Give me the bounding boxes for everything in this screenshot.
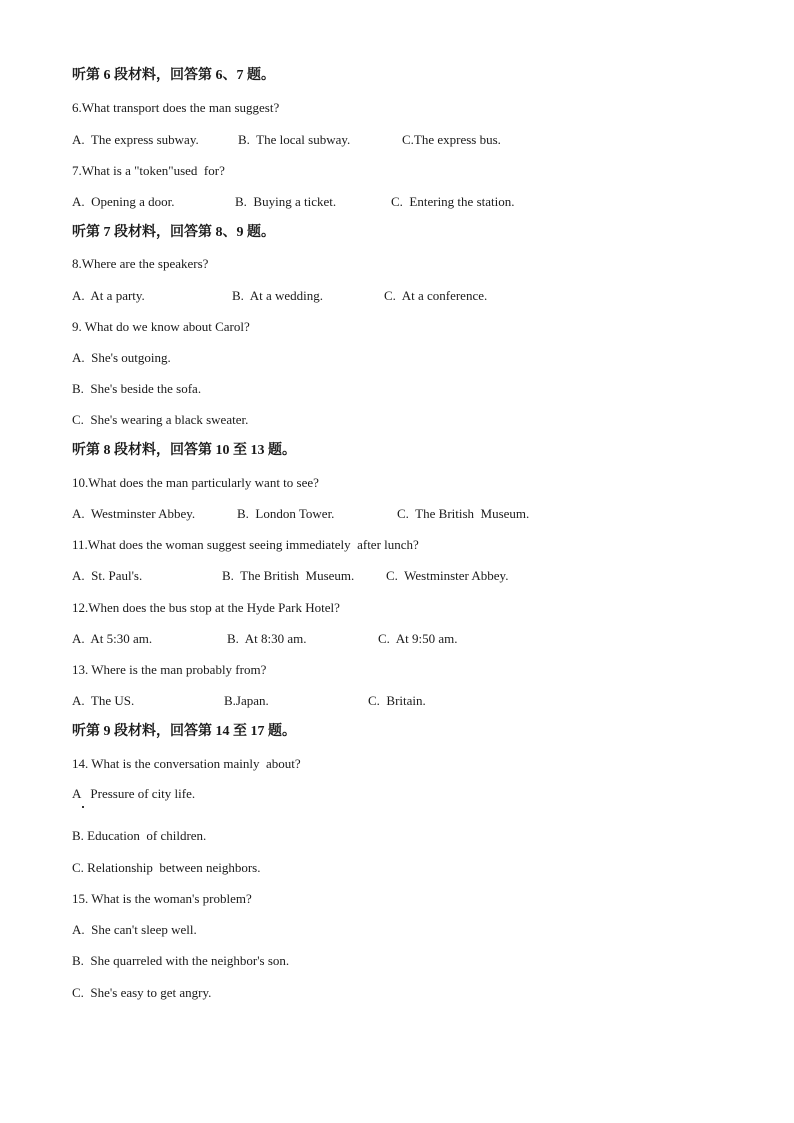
option-8c: C. At a conference. (384, 288, 488, 303)
option-6b: B. The local subway. (238, 132, 351, 147)
option-11a: A. St. Paul's. (72, 568, 143, 583)
option-15a: A. She can't sleep well. (72, 922, 197, 937)
question-8: 8.Where are the speakers? (72, 256, 209, 271)
option-14b: B. Education of children. (72, 828, 207, 843)
option-13c: C. Britain. (368, 693, 426, 708)
option-8b: B. At a wedding. (232, 288, 323, 303)
question-9: 9. What do we know about Carol? (72, 319, 250, 334)
option-9b: B. She's beside the sofa. (72, 381, 202, 396)
section-heading-8: 听第 8 段材料，回答第 10 至 13 题。 (72, 443, 296, 458)
question-13: 13. Where is the man probably from? (72, 662, 267, 677)
option-12a: A. At 5:30 am. (72, 631, 153, 646)
option-15c: C. She's easy to get angry. (72, 985, 212, 1000)
question-11: 11.What does the woman suggest seeing immediately after lunch? (72, 537, 419, 552)
option-8a: A. At a party. (72, 288, 145, 303)
option-12c: C. At 9:50 am. (378, 631, 458, 646)
option-10b: B. London Tower. (237, 506, 335, 521)
option-15b: B. She quarreled with the neighbor's son. (72, 953, 290, 968)
question-15: 15. What is the woman's problem? (72, 891, 252, 906)
option-10a: A. Westminster Abbey. (72, 506, 196, 521)
option-7a: A. Opening a door. (72, 194, 175, 209)
question-10: 10.What does the man particularly want to see? (72, 475, 319, 490)
option-11b: B. The British Museum. (222, 568, 355, 583)
question-6: 6.What transport does the man suggest? (72, 100, 280, 115)
option-9c: C. She's wearing a black sweater. (72, 412, 249, 427)
option-10c: C. The British Museum. (397, 506, 530, 521)
option-7b: B. Buying a ticket. (235, 194, 337, 209)
option-6a: A. The express subway. (72, 132, 199, 147)
question-12: 12.When does the bus stop at the Hyde Park Hotel? (72, 600, 340, 615)
section-heading-6: 听第 6 段材料，回答第 6、7 题。 (72, 68, 275, 83)
option-14c: C. Relationship between neighbors. (72, 860, 261, 875)
option-11c: C. Westminster Abbey. (386, 568, 509, 583)
section-heading-9: 听第 9 段材料，回答第 14 至 17 题。 (72, 724, 296, 739)
option-7c: C. Entering the station. (391, 194, 515, 209)
option-12b: B. At 8:30 am. (227, 631, 307, 646)
stray-mark (82, 806, 84, 808)
question-7: 7.What is a "token"used for? (72, 163, 225, 178)
question-14: 14. What is the conversation mainly about? (72, 756, 301, 771)
option-6c: C.The express bus. (402, 132, 501, 147)
section-heading-7: 听第 7 段材料，回答第 8、9 题。 (72, 225, 275, 240)
option-9a: A. She's outgoing. (72, 350, 171, 365)
option-13a: A. The US. (72, 693, 135, 708)
option-13b: B.Japan. (224, 693, 269, 708)
option-14a: A Pressure of city life. (72, 786, 196, 801)
